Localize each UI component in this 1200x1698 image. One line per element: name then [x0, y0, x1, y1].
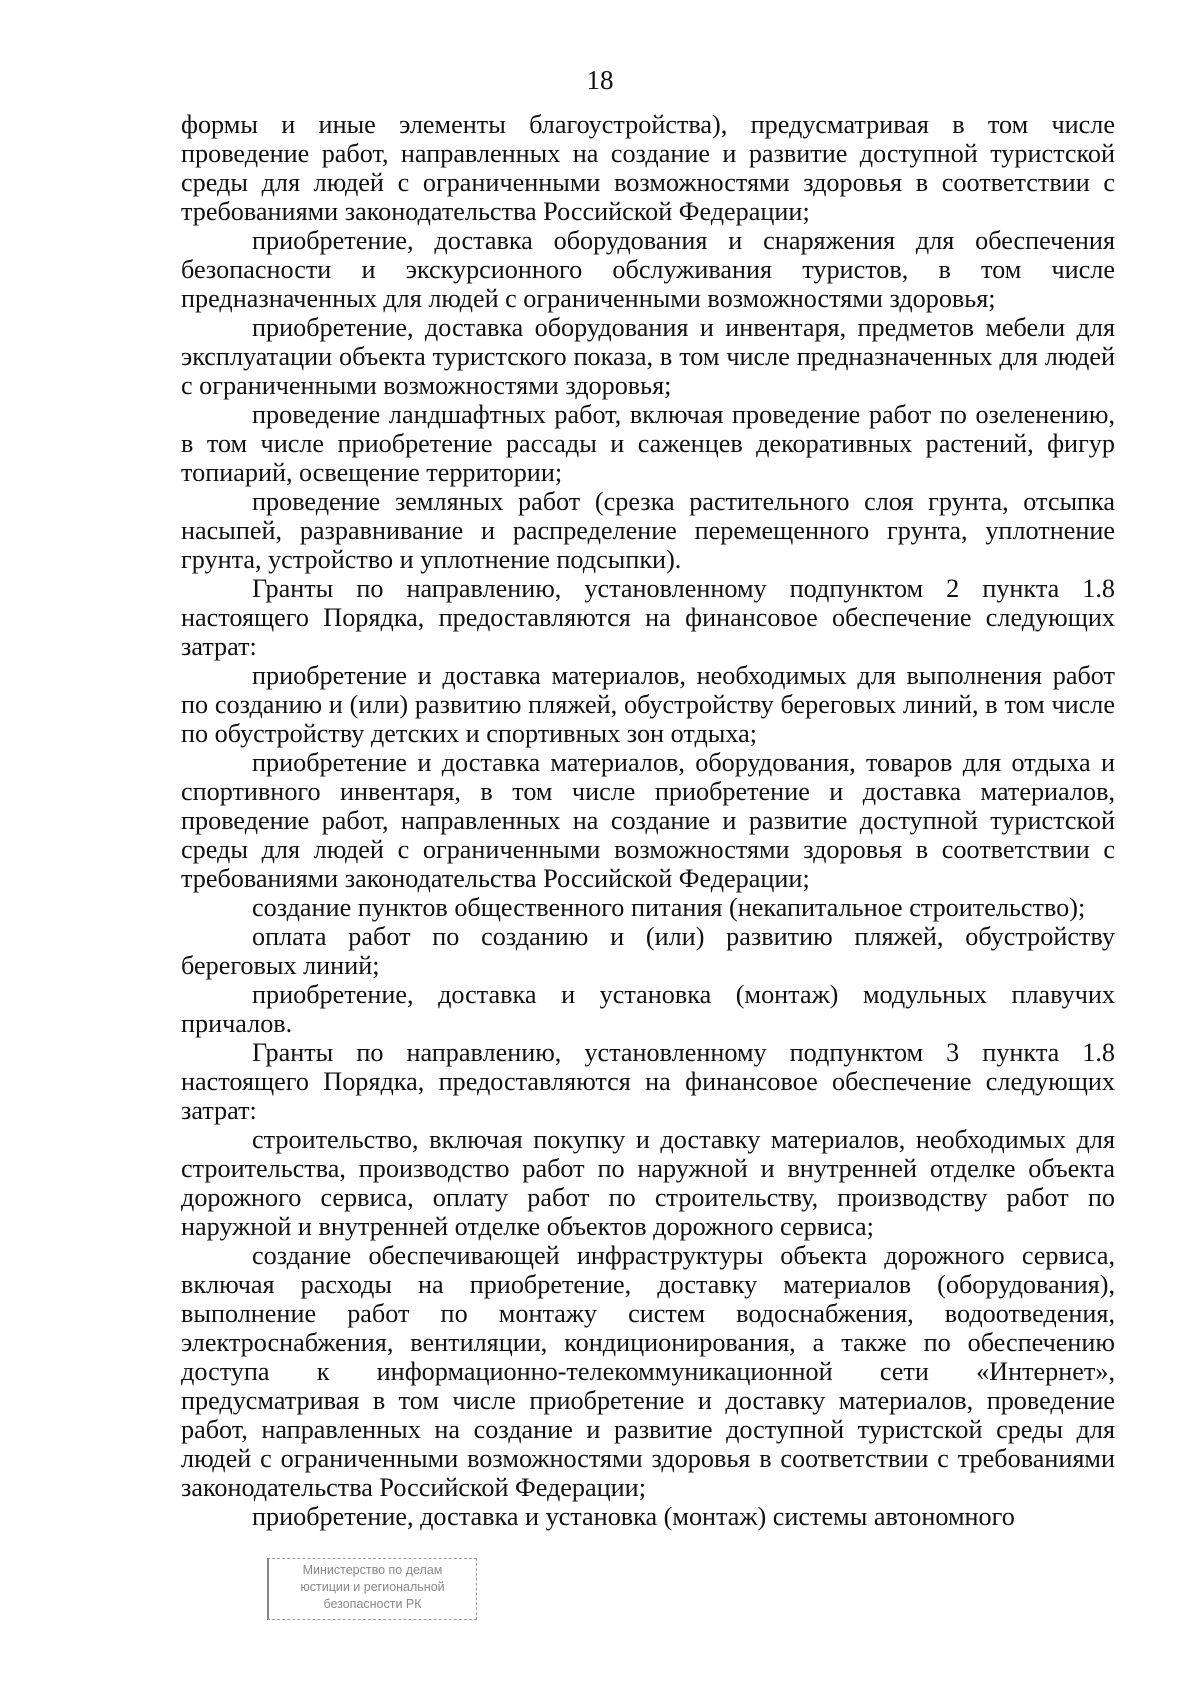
paragraph: проведение ландшафтных работ, включая проведение работ по озеленению, в том числе приобретение рассады и саженцев декоративных растений, фигур топиарий, освещение территории;: [181, 400, 1115, 487]
page-number: 18: [586, 65, 614, 95]
paragraph: оплата работ по созданию и (или) развитию пляжей, обустройству береговых линий;: [181, 922, 1115, 980]
stamp-line: безопасности РК: [323, 1597, 422, 1611]
paragraph: приобретение, доставка оборудования и инвентаря, предметов мебели для эксплуатации объекта туристского показа, в том числе предназначенных для людей с ограниченными возможностями здоровья;: [181, 313, 1115, 400]
paragraph: приобретение, доставка и установка (монтаж) системы автономного: [252, 1502, 1015, 1531]
registration-stamp: [267, 1558, 477, 1620]
document-body: [181, 110, 1115, 1531]
paragraph: приобретение и доставка материалов, оборудования, товаров для отдыха и спортивного инвентаря, в том числе приобретение и доставка материалов, проведение работ, направленных на создание и развитие доступной туристской среды для людей с ограниченными возможностями здоровья в соответствии с требованиями законодательства Российской Федерации;: [181, 748, 1115, 893]
paragraph: приобретение, доставка оборудования и снаряжения для обеспечения безопасности и экскурсионного обслуживания туристов, в том числе предназначенных для людей с ограниченными возможностями здоровья;: [181, 226, 1115, 313]
paragraph: формы и иные элементы благоустройства), предусматривая в том числе проведение работ, направленных на создание и развитие доступной туристской среды для людей с ограниченными возможностями здоровья в соответствии с требованиями законодательства Российской Федерации;: [181, 110, 1115, 226]
stamp-line: юстиции и региональной: [300, 1580, 445, 1594]
paragraph: Гранты по направлению, установленному подпунктом 2 пункта 1.8 настоящего Порядка, предоставляются на финансовое обеспечение следующих затрат:: [181, 574, 1115, 661]
paragraph: создание пунктов общественного питания (некапитальное строительство);: [252, 893, 1086, 922]
paragraph: проведение земляных работ (срезка растительного слоя грунта, отсыпка насыпей, разравнивание и распределение перемещенного грунта, уплотнение грунта, устройство и уплотнение подсыпки).: [181, 487, 1115, 574]
paragraph: создание обеспечивающей инфраструктуры объекта дорожного сервиса, включая расходы на приобретение, доставку материалов (оборудования), выполнение работ по монтажу систем водоснабжения, водоотведения, электроснабжения, вентиляции, кондиционирования, а также по обеспечению доступа к информационно-телекоммуникационной сети «Интернет», предусматривая в том числе приобретение и доставку материалов, проведение работ, направленных на создание и развитие доступной туристской среды для людей с ограниченными возможностями здоровья в соответствии с требованиями законодательства Российской Федерации;: [181, 1241, 1115, 1502]
paragraph: Гранты по направлению, установленному подпунктом 3 пункта 1.8 настоящего Порядка, предоставляются на финансовое обеспечение следующих затрат:: [181, 1038, 1115, 1125]
paragraph: приобретение и доставка материалов, необходимых для выполнения работ по созданию и (или) развитию пляжей, обустройству береговых линий, в том числе по обустройству детских и спортивных зон отдыха;: [181, 661, 1115, 748]
stamp-line: Министерство по делам: [302, 1563, 443, 1577]
paragraph: приобретение, доставка и установка (монтаж) модульных плавучих причалов.: [181, 980, 1115, 1038]
paragraph: строительство, включая покупку и доставку материалов, необходимых для строительства, производство работ по наружной и внутренней отделке объекта дорожного сервиса, оплату работ по строительству, производству работ по наружной и внутренней отделке объектов дорожного сервиса;: [181, 1125, 1115, 1241]
